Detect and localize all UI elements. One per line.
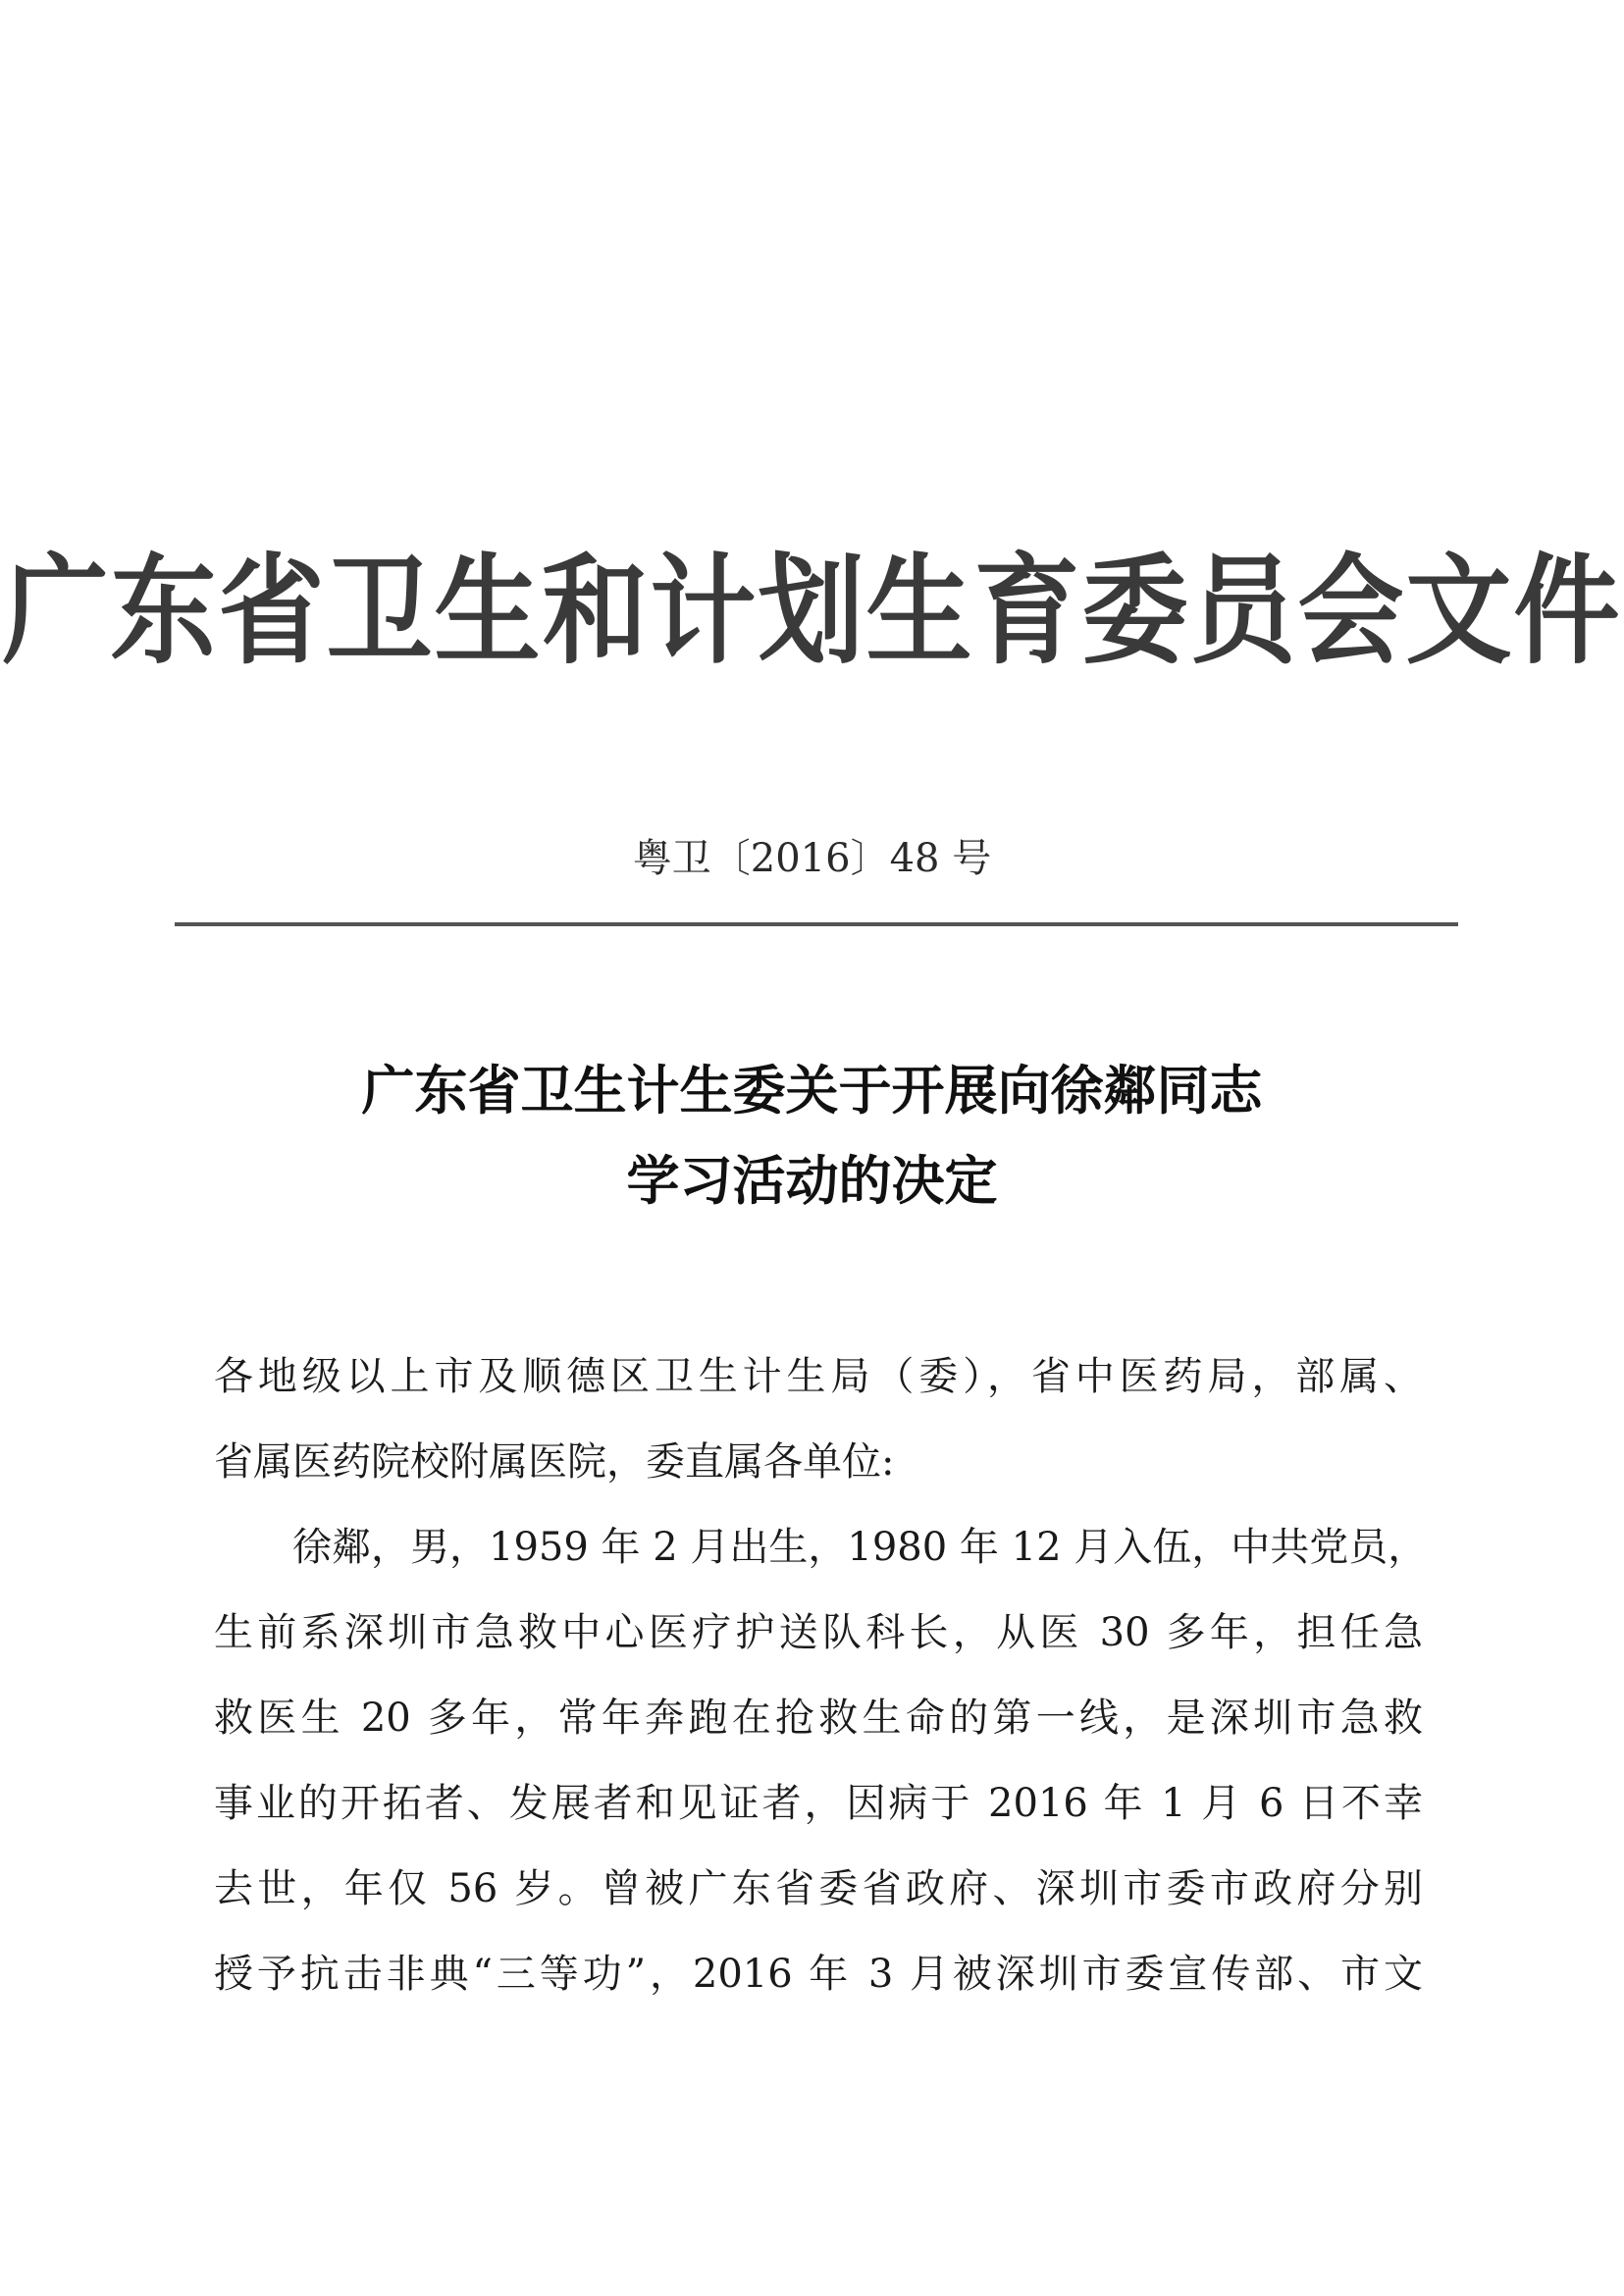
paragraph-line-5: 去世，年仅 56 岁。曾被广东省委省政府、深圳市委市政府分别 — [214, 1866, 1423, 1911]
document-title-line-1: 广东省卫生计生委关于开展向徐鄰同志 — [361, 1059, 1263, 1122]
document-title-line-2: 学习活动的决定 — [626, 1149, 998, 1212]
header-divider-line — [175, 922, 1458, 926]
paragraph-line-4: 事业的开拓者、发展者和见证者，因病于 2016 年 1 月 6 日不幸 — [214, 1781, 1423, 1826]
document-body — [214, 1334, 1428, 2017]
paragraph-line-6: 授予抗击非典“三等功”，2016 年 3 月被深圳市委宣传部、市文 — [214, 1952, 1423, 1997]
addressee-line-1: 各地级以上市及顺德区卫生计生局（委），省中医药局，部属、 — [214, 1354, 1423, 1399]
paragraph-line-2: 生前系深圳市急救中心医疗护送队科长，从医 30 多年，担任急 — [214, 1610, 1423, 1655]
paragraph-line-1: 徐鄰，男，1959 年 2 月出生，1980 年 12 月入伍，中共党员， — [292, 1525, 1428, 1570]
paragraph-line-3: 救医生 20 多年，常年奔跑在抢救生命的第一线，是深圳市急救 — [214, 1696, 1423, 1741]
issuer-header-title: 广东省卫生和计划生育委员会文件 — [2, 543, 1622, 681]
document-number: 粤卫〔2016〕48 号 — [632, 836, 992, 881]
document-title — [0, 1045, 1624, 1226]
addressee-line-2: 省属医药院校附属医院，委直属各单位: — [214, 1439, 895, 1485]
